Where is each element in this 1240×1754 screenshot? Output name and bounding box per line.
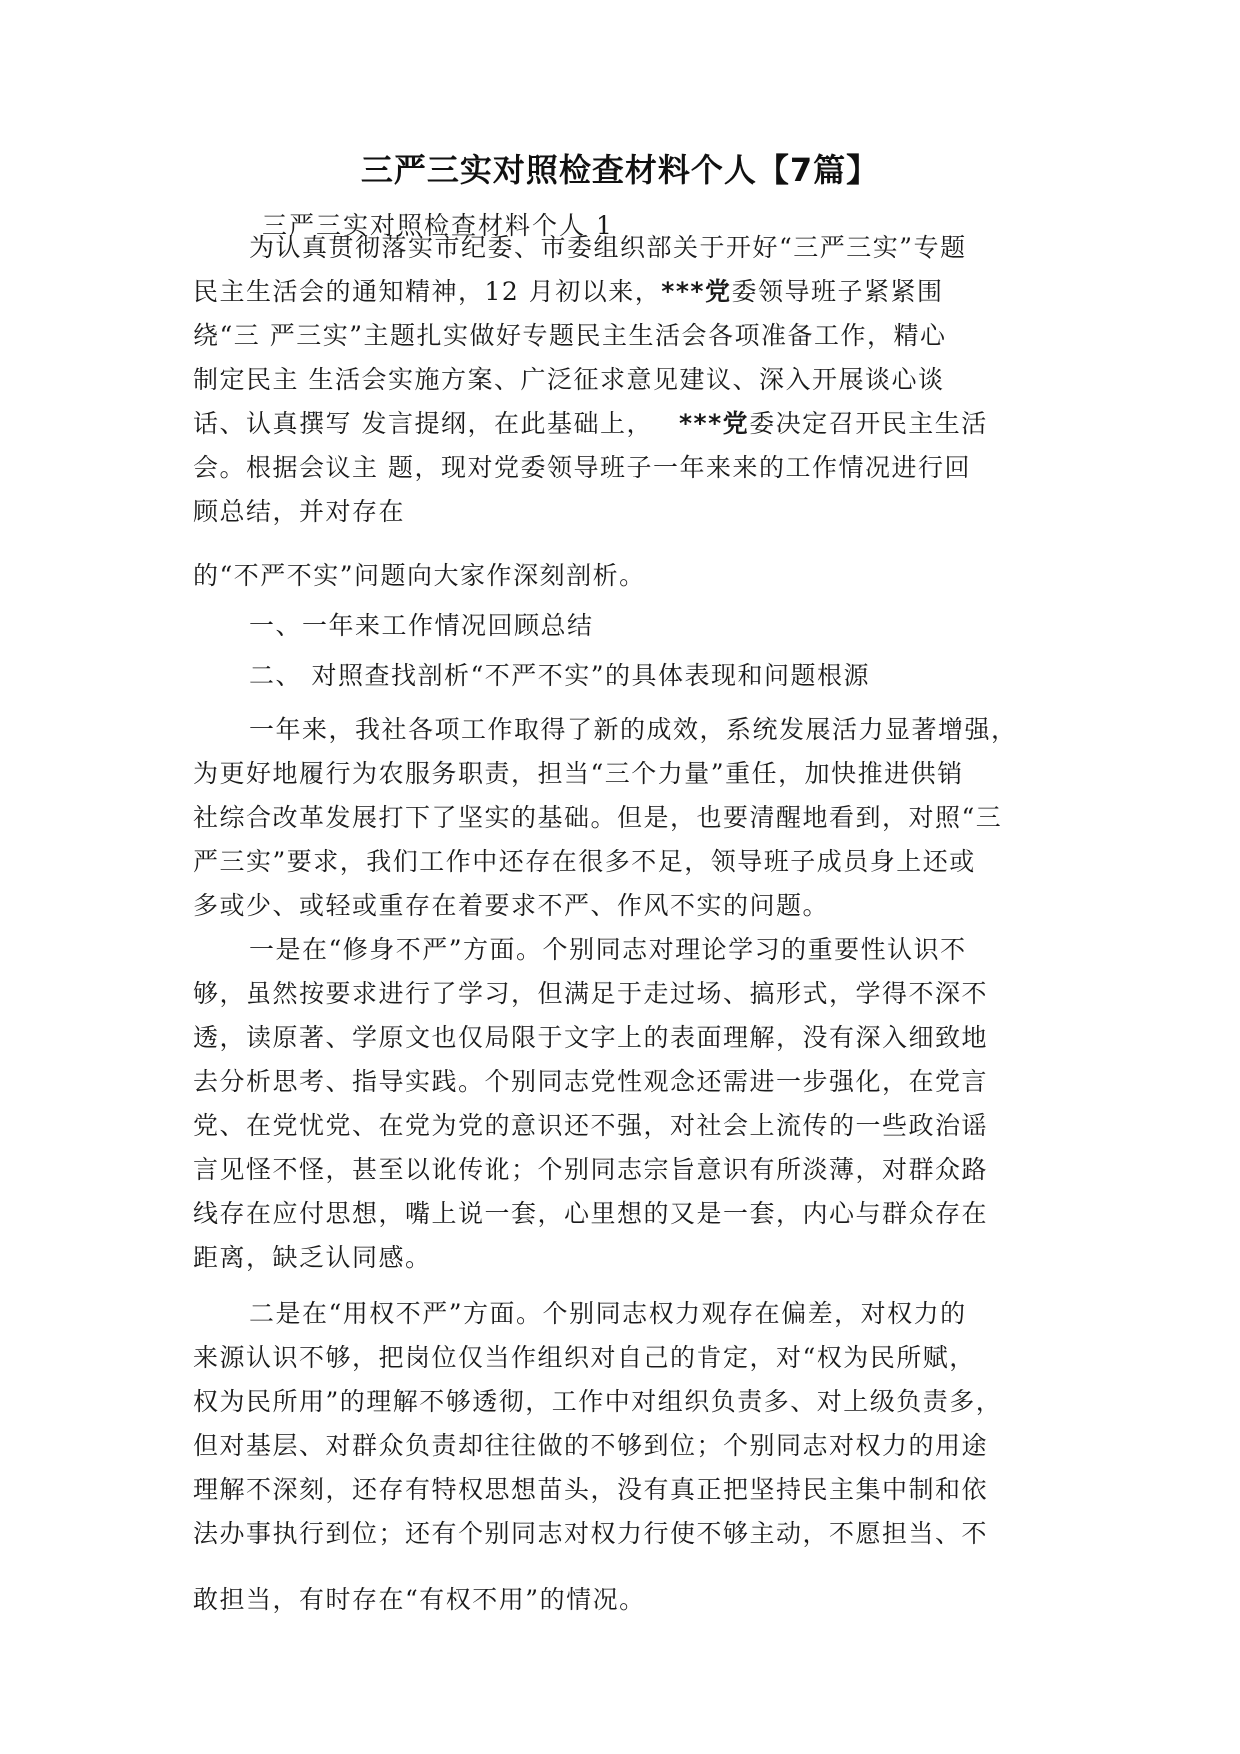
paragraph-line: 敢担当，有时存在“有权不用”的情况。 — [193, 1585, 646, 1614]
intro-line-3: 绕“三 严三实”主题扎实做好专题民主生活会各项准备工作，精心 — [193, 321, 947, 350]
paragraph-line: 为更好地履行为农服务职责，担当“三个力量”重任，加快推进供销 — [193, 759, 964, 788]
intro-line-8: 的“不严不实”问题向大家作深刻剖析。 — [193, 561, 646, 590]
paragraph-line: 社综合改革发展打下了坚实的基础。但是，也要清醒地看到，对照“三 — [193, 803, 1003, 832]
paragraph-self-cultivation-end — [193, 1236, 1063, 1280]
paragraph-line: 距离，缺乏认同感。 — [193, 1243, 432, 1272]
intro-line-5-a: 话、认真撰写 发言提纲，在此基础上， — [193, 409, 653, 438]
intro-line-2 — [193, 270, 1063, 314]
section-heading-2 — [193, 654, 1063, 698]
paragraph-line: 理解不深刻，还存有特权思想苗头，没有真正把坚持民主集中制和依 — [193, 1475, 989, 1504]
party-name-bold: ***党 — [678, 409, 750, 438]
paragraph-line: 党、在党忧党、在党为党的意识还不强，对社会上流传的一些政治谣 — [193, 1111, 989, 1140]
paragraph-overview — [193, 708, 1063, 928]
paragraph-line: 来源认识不够，把岗位仅当作组织对自己的肯定，对“权为民所赋， — [193, 1343, 976, 1372]
section-heading-1 — [193, 604, 1063, 648]
heading-1-text: 一、一年来工作情况回顾总结 — [249, 611, 594, 640]
heading-2-text: 二、 对照查找剖析“不严不实”的具体表现和问题根源 — [249, 661, 871, 690]
intro-line-5 — [193, 402, 1063, 446]
paragraph-line: 够，虽然按要求进行了学习，但满足于走过场、搞形式，学得不深不 — [193, 979, 989, 1008]
paragraph-line: 一年来，我社各项工作取得了新的成效，系统发展活力显著增强， — [249, 715, 1018, 744]
intro-paragraph — [193, 226, 1063, 534]
intro-closing — [193, 554, 1063, 598]
paragraph-line: 但对基层、对群众负责却往往做的不够到位；个别同志对权力的用途 — [193, 1431, 989, 1460]
paragraph-line: 权为民所用”的理解不够透彻，工作中对组织负责多、对上级负责多， — [193, 1387, 1003, 1416]
document-subtitle: 三严三实对照检查材料个人 1 — [262, 211, 614, 240]
intro-line-5-c: 委决定召开民主生活 — [749, 409, 988, 438]
intro-line-4: 制定民主 生活会实施方案、广泛征求意见建议、深入开展谈心谈 — [193, 365, 945, 394]
paragraph-use-of-power — [193, 1292, 1063, 1556]
paragraph-line: 言见怪不怪，甚至以讹传讹；个别同志宗旨意识有所淡薄，对群众路 — [193, 1155, 989, 1184]
paragraph-line: 多或少、或轻或重存在着要求不严、作风不实的问题。 — [193, 891, 830, 920]
paragraph-line: 线存在应付思想，嘴上说一套，心里想的又是一套，内心与群众存在 — [193, 1199, 989, 1228]
paragraph-line: 透，读原著、学原文也仅局限于文字上的表面理解，没有深入细致地 — [193, 1023, 989, 1052]
intro-line-2-a: 民主生活会的通知精神，12 月初以来， — [193, 277, 662, 306]
party-name-bold: ***党 — [661, 277, 732, 306]
paragraph-self-cultivation — [193, 928, 1063, 1236]
paragraph-use-of-power-end — [193, 1578, 1063, 1622]
intro-line-6: 会。根据会议主 题，现对党委领导班子一年来来的工作情况进行回 — [193, 453, 971, 482]
paragraph-line: 法办事执行到位；还有个别同志对权力行使不够主动，不愿担当、不 — [193, 1519, 989, 1548]
intro-line-7: 顾总结，并对存在 — [193, 497, 406, 526]
intro-line-1: 为认真贯彻落实市纪委、市委组织部关于开好“三严三实”专题 — [249, 233, 967, 262]
paragraph-line: 严三实”要求，我们工作中还存在很多不足，领导班子成员身上还或 — [193, 847, 976, 876]
paragraph-line: 一是在“修身不严”方面。个别同志对理论学习的重要性认识不 — [249, 935, 967, 964]
paragraph-line: 二是在“用权不严”方面。个别同志权力观存在偏差，对权力的 — [249, 1299, 967, 1328]
document-title: 三严三实对照检查材料个人【7篇】 — [360, 151, 880, 189]
intro-line-2-c: 委领导班子紧紧围 — [731, 277, 944, 306]
paragraph-line: 去分析思考、指导实践。个别同志党性观念还需进一步强化，在党言 — [193, 1067, 989, 1096]
